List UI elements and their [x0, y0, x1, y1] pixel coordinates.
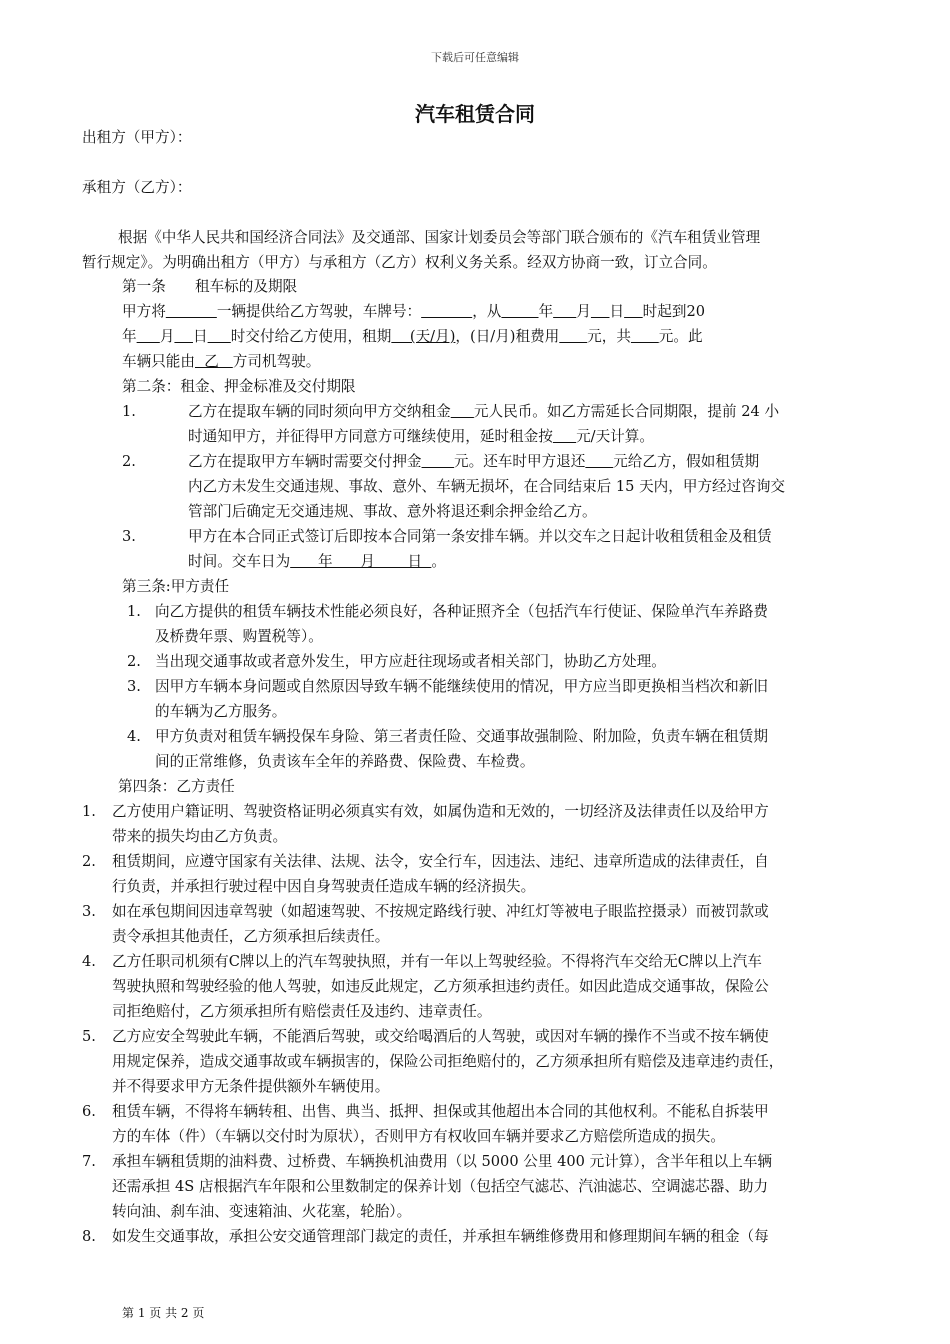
article-1-line: 甲方将 一辆提供给乙方驾驶，车牌号： ，从 年 月 日 时起到20	[122, 303, 706, 320]
article-4-line: 用规定保养，造成交通事故或车辆损害的，保险公司拒绝赔付的，乙方须承担所有赔偿及违章违约责任，	[112, 1053, 784, 1070]
item-number: 4.	[127, 728, 141, 745]
blank-field	[422, 453, 454, 470]
item-number: 3.	[82, 903, 96, 920]
article-4-line: 租赁车辆，不得将车辆转租、出售、典当、抵押、担保或其他超出本合同的其他权利。不能私自拆装甲	[112, 1103, 769, 1120]
article-4-line: 乙方应安全驾驶此车辆，不能酒后驾驶，或交给喝酒后的人驾驶，或因对车辆的操作不当或不按车辆使	[112, 1028, 769, 1045]
article-4-line: 方的车体（件）（车辆以交付时为原状），否则甲方有权收回车辆并要求乙方赔偿所造成的损失。	[112, 1128, 725, 1145]
article-2-line: 管部门后确定无交通违规、事故、意外将退还剩余押金给乙方。	[188, 503, 597, 520]
article-3-line: 因甲方车辆本身问题或自然原因导致车辆不能继续使用的情况，甲方应当即更换相当档次和新旧	[155, 678, 768, 695]
blank-field	[559, 328, 587, 345]
article-4-line: 乙方任职司机须有C牌以上的汽车驾驶执照，并有一年以上驾驶经验。不得将汽车交给无C牌以上汽车	[112, 953, 762, 970]
header-note: 下载后可任意编辑	[431, 51, 519, 64]
item-number: 3.	[122, 528, 136, 545]
item-number: 6.	[82, 1103, 96, 1120]
blank-field	[137, 328, 160, 345]
blank-field	[591, 303, 610, 320]
blank-field	[553, 428, 576, 445]
article-2-heading: 第二条：租金、押金标准及交付期限	[122, 378, 356, 395]
blank-field	[421, 303, 472, 320]
article-3-line: 的车辆为乙方服务。	[155, 703, 287, 720]
article-4-line: 行负责，并承担行驶过程中因自身驾驶责任造成车辆的经济损失。	[112, 878, 536, 895]
article-4-line: 如在承包期间因违章驾驶（如超速驾驶、不按规定路线行驶、冲红灯等被电子眼监控摄录）而被罚款或	[112, 903, 769, 920]
preamble-line: 根据《中华人民共和国经济合同法》及交通部、国家计划委员会等部门联合颁布的《汽车租赁业管理	[118, 229, 761, 246]
article-3-line: 向乙方提供的租赁车辆技术性能必须良好，各种证照齐全（包括汽车行使证、保险单汽车养路费	[155, 603, 768, 620]
blank-field	[553, 303, 576, 320]
blank-field	[501, 303, 538, 320]
item-number: 2.	[82, 853, 96, 870]
preamble-line: 暂行规定》。为明确出租方（甲方）与承租方（乙方）权利义务关系。经双方协商一致，订立合同。	[82, 254, 717, 271]
article-2-line: 时间。交车日为 年 月 日 。	[188, 553, 446, 570]
article-3-heading: 第三条:甲方责任	[122, 578, 230, 595]
blank-field	[585, 453, 613, 470]
article-4-line: 并不得要求甲方无条件提供额外车辆使用。	[112, 1078, 390, 1095]
blank-field: 乙	[194, 353, 233, 370]
blank-field	[631, 328, 659, 345]
article-4-line: 司拒绝赔付，乙方须承担所有赔偿责任及违约、违章责任。	[112, 1003, 492, 1020]
article-4-line: 还需承担 4S 店根据汽车年限和公里数制定的保养计划（包括空气滤芯、汽油滤芯、空调滤芯器、助力	[112, 1178, 769, 1195]
item-number: 4.	[82, 953, 96, 970]
item-number: 2.	[127, 653, 141, 670]
article-2-line: 乙方在提取车辆的同时须向甲方交纳租金 元人民币。如乙方需延长合同期限，提前 24 小	[188, 403, 780, 420]
article-1-line: 车辆只能由 乙 方司机驾驶。	[122, 353, 321, 370]
article-2-line: 时通知甲方，并征得甲方同意方可继续使用，延时租金按 元/天计算。	[188, 428, 654, 445]
item-number: 3.	[127, 678, 141, 695]
item-number: 5.	[82, 1028, 96, 1045]
article-4-line: 责令承担其他责任，乙方须承担后续责任。	[112, 928, 390, 945]
article-4-line: 如发生交通事故，承担公安交通管理部门裁定的责任，并承担车辆维修费用和修理期间车辆的租金（每	[112, 1228, 769, 1245]
party-a-label: 出租方（甲方）：	[82, 129, 192, 146]
article-4-line: 乙方使用户籍证明、驾驶资格证明必须真实有效，如属伪造和无效的，一切经济及法律责任以及给甲方	[112, 803, 769, 820]
blank-field	[208, 328, 231, 345]
article-4-heading: 第四条：乙方责任	[118, 778, 235, 795]
party-b-label: 承租方（乙方）：	[82, 179, 192, 196]
article-2-line: 甲方在本合同正式签订后即按本合同第一条安排车辆。并以交车之日起计收租赁租金及租赁	[188, 528, 772, 545]
article-3-line: 甲方负责对租赁车辆投保车身险、第三者责任险、交通事故强制险、附加险，负责车辆在租赁期	[155, 728, 768, 745]
item-number: 8.	[82, 1228, 96, 1245]
article-2-line: 内乙方未发生交通违规、事故、意外、车辆无损坏，在合同结束后 15 天内，甲方经过咨询交	[188, 478, 786, 495]
article-4-line: 驾驶执照和驾驶经验的他人驾驶，如违反此规定，乙方须承担违约责任。如因此造成交通事故，保险公	[112, 978, 769, 995]
item-number: 1.	[122, 403, 136, 420]
article-2-line: 乙方在提取甲方车辆时需要交付押金 元。还车时甲方退还 元给乙方，假如租赁期	[188, 453, 760, 470]
article-4-line: 带来的损失均由乙方负责。	[112, 828, 288, 845]
article-4-line: 转向油、刹车油、变速箱油、火花塞，轮胎）。	[112, 1203, 412, 1220]
document-title: 汽车租赁合同	[415, 102, 535, 126]
article-1-heading: 第一条 租车标的及期限	[122, 278, 298, 295]
article-3-line: 及桥费年票、购置税等）。	[155, 628, 323, 645]
item-number: 1.	[82, 803, 96, 820]
article-3-line: 间的正常维修，负责该车全年的养路费、保险费、车检费。	[155, 753, 535, 770]
page-footer: 第 1 页 共 2 页	[122, 1306, 205, 1320]
item-number: 2.	[122, 453, 136, 470]
blank-field: 年 月 日	[290, 553, 432, 570]
article-3-line: 当出现交通事故或者意外发生，甲方应赶往现场或者相关部门，协助乙方处理。	[155, 653, 666, 670]
blank-field	[174, 328, 193, 345]
article-4-line: 承担车辆租赁期的油料费、过桥费、车辆换机油费用（以 5000 公里 400 元计算），含半年租以上车辆	[112, 1153, 773, 1170]
item-number: 1.	[127, 603, 141, 620]
article-4-line: 租赁期间，应遵守国家有关法律、法规、法令，安全行车，因违法、违纪、违章所造成的法律责任，自	[112, 853, 769, 870]
blank-field: (天/月)	[391, 328, 456, 345]
blank-field	[624, 303, 643, 320]
blank-field	[166, 303, 217, 320]
item-number: 7.	[82, 1153, 96, 1170]
blank-field	[451, 403, 474, 420]
article-1-line: 年 月 日 时交付给乙方使用，租期 (天/月)，(日/月)租费用 元，共 元。此	[122, 328, 703, 345]
